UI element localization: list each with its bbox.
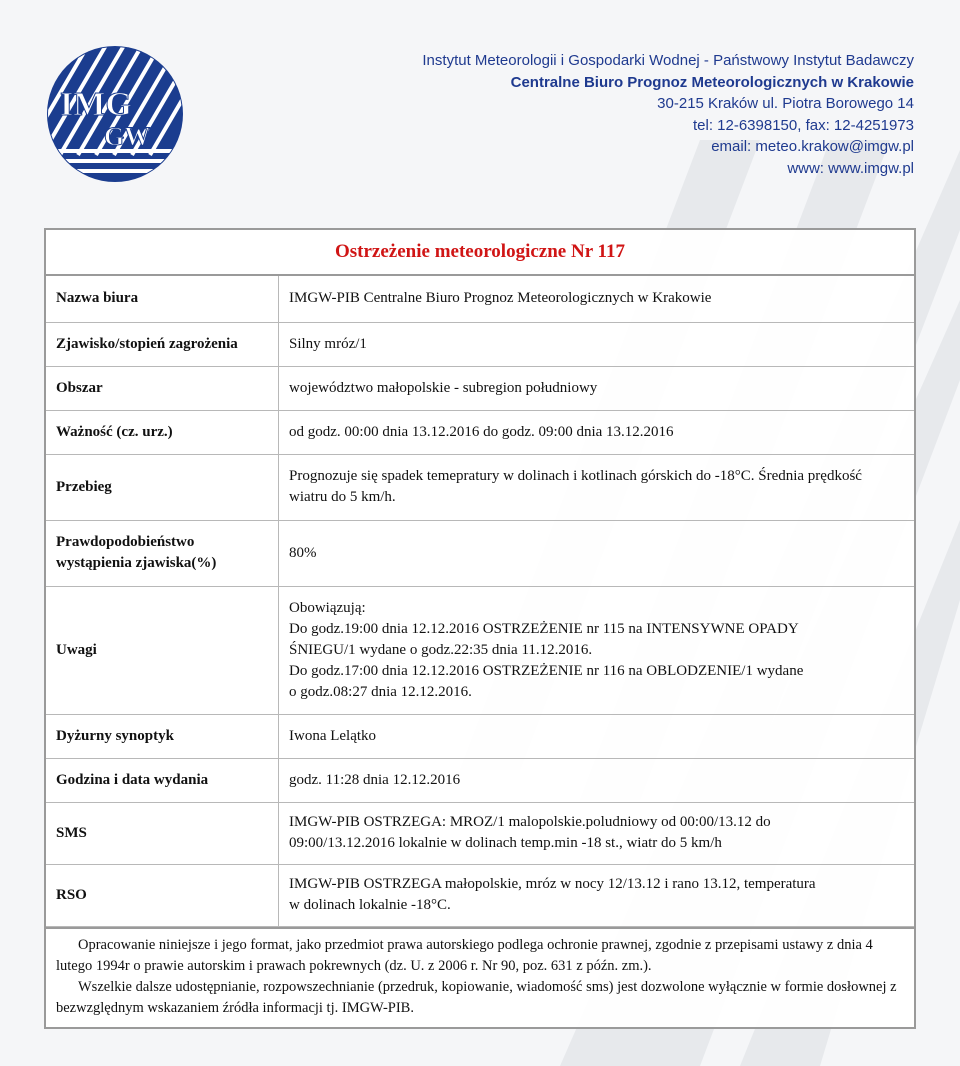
value-line: Prognozuje się spadek temepratury w dolinach i kotlinach górskich do -18°C. Średnia prędkość: [289, 468, 862, 484]
row-label: SMS: [46, 802, 279, 864]
value-line: IMGW-PIB OSTRZEGA: MROZ/1 malopolskie.poludniowy od 00:00/13.12 do: [289, 814, 771, 830]
row-label: Dyżurny synoptyk: [46, 714, 279, 758]
value-line: Do godz.17:00 dnia 12.12.2016 OSTRZEŻENIE nr 116 na OBLODZENIE/1 wydane: [289, 662, 804, 679]
table-row: [46, 322, 914, 366]
row-label: RSO: [46, 864, 279, 926]
row-label: Ważność (cz. urz.): [46, 410, 279, 454]
value-line: Obowiązują:: [289, 599, 366, 616]
logo-text-top: IMG: [60, 86, 132, 123]
warning-document: [44, 228, 916, 1029]
copyright-notice: [46, 927, 914, 1027]
warning-title: Ostrzeżenie meteorologiczne Nr 117: [46, 230, 914, 276]
table-row: [46, 366, 914, 410]
value-line: Silny mróz/1: [289, 335, 367, 352]
value-line: ŚNIEGU/1 wydane o godz.22:35 dnia 11.12.2016.: [289, 641, 593, 658]
value-line: IMGW-PIB Centralne Biuro Prognoz Meteorologicznych w Krakowie: [289, 290, 712, 307]
row-value: [279, 864, 915, 926]
value-line: o godz.08:27 dnia 12.12.2016.: [289, 683, 472, 700]
row-value: [279, 322, 915, 366]
row-value: [279, 586, 915, 714]
logo-text-bottom: GW: [104, 122, 151, 151]
copyright-paragraph: Opracowanie niniejsze i jego format, jako przedmiot prawa autorskiego podlega ochronie prawnej, zgodnie z przepisami ustawy z dnia 4 lutego 1994r o prawie autorskim i prawach pokrewnych (dz. U. z 2006 r. Nr 90, poz. 631 z późn. zm.).: [56, 936, 873, 974]
value-line: w dolinach lokalnie -18°C.: [289, 897, 451, 913]
phone-fax: tel: 12-6398150, fax: 12-4251973: [692, 116, 914, 134]
row-value: [279, 366, 915, 410]
value-line: 09:00/13.12.2016 lokalnie w dolinach temp.min -18 st., wiatr do 5 km/h: [289, 835, 722, 851]
value-line: IMGW-PIB OSTRZEGA małopolskie, mróz w nocy 12/13.12 i rano 13.12, temperatura: [289, 876, 816, 892]
value-line: godz. 11:28 dnia 12.12.2016: [289, 771, 461, 788]
table-row: [46, 454, 914, 520]
letterhead: [0, 0, 960, 225]
imgw-logo: [46, 45, 184, 183]
value-line: Do godz.19:00 dnia 12.12.2016 OSTRZEŻENIE nr 115 na INTENSYWNE OPADY: [289, 620, 799, 637]
value-line: od godz. 00:00 dnia 13.12.2016 do godz. 09:00 dnia 13.12.2016: [289, 423, 674, 440]
row-label: Przebieg: [46, 454, 279, 520]
row-label: Uwagi: [46, 586, 279, 714]
distribution-paragraph: Wszelkie dalsze udostępnianie, rozpowszechnianie (przedruk, kopiowanie, wiadomość sms) jest dozwolone wyłącznie w formie dosłownej z bezwzględnym wskazaniem źródła informacji tj. IMGW-PIB.: [56, 978, 897, 1016]
row-label: Zjawisko/stopień zagrożenia: [46, 322, 279, 366]
row-value: [279, 454, 915, 520]
table-row: [46, 758, 914, 802]
address: 30-215 Kraków ul. Piotra Borowego 14: [657, 95, 914, 112]
office-name: Centralne Biuro Prognoz Meteorologicznych w Krakowie: [510, 73, 914, 91]
row-value: [279, 276, 915, 322]
row-label: Godzina i data wydania: [46, 758, 279, 802]
website[interactable]: www: www.imgw.pl: [787, 159, 914, 177]
email[interactable]: email: meteo.krakow@imgw.pl: [711, 138, 914, 155]
row-label: Prawdopodobieństwo wystąpienia zjawiska(%): [46, 520, 279, 586]
value-line: 80%: [289, 544, 317, 561]
table-row: [46, 276, 914, 322]
row-value: [279, 802, 915, 864]
table-row: [46, 586, 914, 714]
organization-info: [422, 50, 914, 179]
warning-table: [46, 276, 914, 927]
row-value: [279, 410, 915, 454]
value-line: Iwona Lelątko: [289, 727, 377, 744]
table-row: [46, 802, 914, 864]
value-line: województwo małopolskie - subregion południowy: [289, 379, 598, 396]
value-line: wiatru do 5 km/h.: [289, 489, 396, 505]
row-value: [279, 714, 915, 758]
table-row: [46, 410, 914, 454]
table-row: [46, 864, 914, 926]
row-label: Nazwa biura: [46, 276, 279, 322]
table-row: [46, 520, 914, 586]
row-value: [279, 758, 915, 802]
org-name: Instytut Meteorologii i Gospodarki Wodnej - Państwowy Instytut Badawczy: [422, 52, 914, 69]
row-label: Obszar: [46, 366, 279, 410]
row-value: [279, 520, 915, 586]
table-row: [46, 714, 914, 758]
